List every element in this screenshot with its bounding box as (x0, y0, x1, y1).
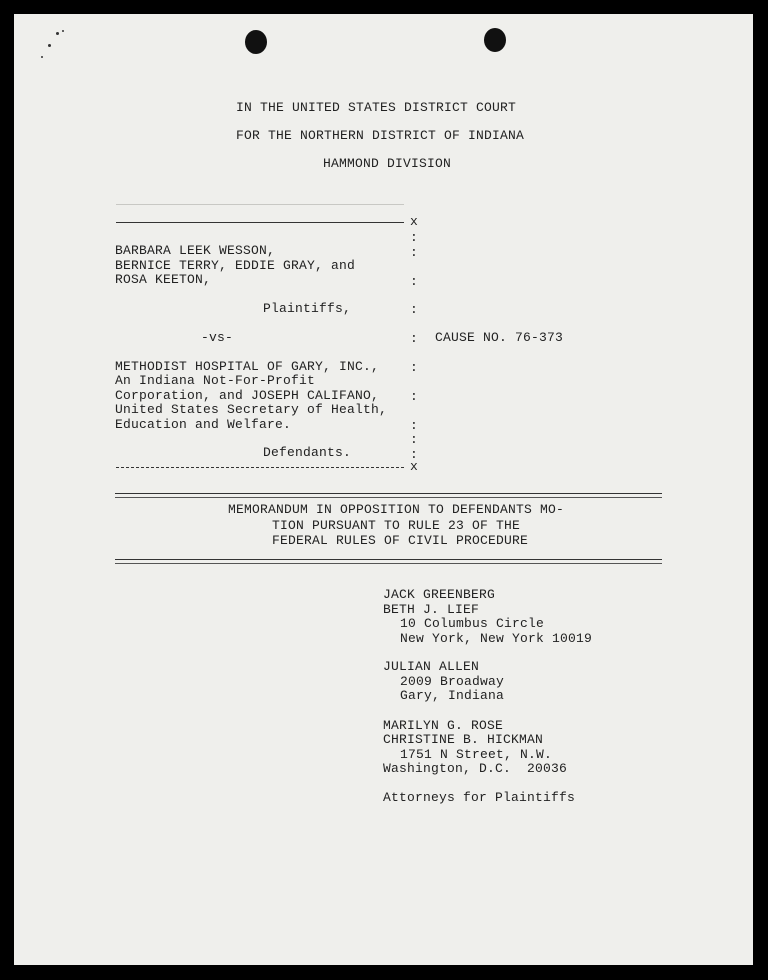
court-heading-line2: FOR THE NORTHERN DISTRICT OF INDIANA (236, 128, 525, 143)
defendant-line: An Indiana Not-For-Profit (115, 373, 316, 388)
caption-colon: : (410, 302, 419, 317)
attorney-address: Gary, Indiana (400, 688, 505, 703)
attorney-name: CHRISTINE B. HICKMAN (383, 732, 544, 747)
attorney-name: JACK GREENBERG (383, 587, 496, 602)
caption-top-rule-faint (116, 204, 404, 205)
caption-x-top: x (410, 214, 419, 229)
caption-x-bottom: x (410, 459, 419, 474)
speck-mark (62, 30, 64, 32)
punch-hole-left (245, 30, 267, 54)
caption-colon: : (410, 360, 419, 375)
title-bottom-rule-second (115, 563, 662, 564)
cause-number: CAUSE NO. 76-373 (435, 330, 564, 345)
attorney-name: JULIAN ALLEN (383, 659, 480, 674)
plaintiff-name-line: BARBARA LEEK WESSON, (115, 243, 276, 258)
caption-colon: : (410, 418, 419, 433)
document-page (14, 14, 753, 965)
defendant-line: United States Secretary of Health, (115, 402, 388, 417)
memo-title-line3: FEDERAL RULES OF CIVIL PROCEDURE (272, 533, 529, 548)
title-bottom-rule (115, 559, 662, 560)
punch-hole-right (484, 28, 506, 52)
speck-mark (48, 44, 51, 47)
court-heading-line1: IN THE UNITED STATES DISTRICT COURT (236, 100, 517, 115)
defendant-line: Education and Welfare. (115, 417, 292, 432)
speck-mark (41, 56, 43, 58)
court-heading-line3: HAMMOND DIVISION (323, 156, 452, 171)
caption-colon: : (410, 245, 419, 260)
caption-colon: : (410, 389, 419, 404)
attorney-address: 1751 N Street, N.W. (400, 747, 553, 762)
plaintiff-name-line: ROSA KEETON, (115, 272, 212, 287)
plaintiffs-label: Plaintiffs, (263, 301, 352, 316)
caption-colon: : (410, 447, 419, 462)
caption-bottom-rule (116, 467, 404, 468)
attorney-address: 10 Columbus Circle (400, 616, 545, 631)
attorney-name: BETH J. LIEF (383, 602, 480, 617)
title-top-rule (115, 493, 662, 494)
caption-colon: : (410, 432, 419, 447)
versus-label: -vs- (201, 330, 234, 345)
attorney-address: 2009 Broadway (400, 674, 505, 689)
memo-title-line2: TION PURSUANT TO RULE 23 OF THE (272, 518, 521, 533)
attorney-address: Washington, D.C. 20036 (383, 761, 568, 776)
caption-colon: : (410, 331, 419, 346)
title-top-rule-second (115, 497, 662, 498)
attorney-address: New York, New York 10019 (400, 631, 593, 646)
caption-colon: : (410, 230, 419, 245)
caption-colon: : (410, 274, 419, 289)
attorneys-role: Attorneys for Plaintiffs (383, 790, 576, 805)
defendant-line: METHODIST HOSPITAL OF GARY, INC., (115, 359, 380, 374)
plaintiff-name-line: BERNICE TERRY, EDDIE GRAY, and (115, 258, 356, 273)
memo-title-line1: MEMORANDUM IN OPPOSITION TO DEFENDANTS MO- (228, 502, 565, 517)
attorney-name: MARILYN G. ROSE (383, 718, 504, 733)
caption-top-rule (116, 222, 404, 223)
defendant-line: Corporation, and JOSEPH CALIFANO, (115, 388, 380, 403)
speck-mark (56, 32, 59, 35)
defendants-label: Defendants. (263, 445, 352, 460)
